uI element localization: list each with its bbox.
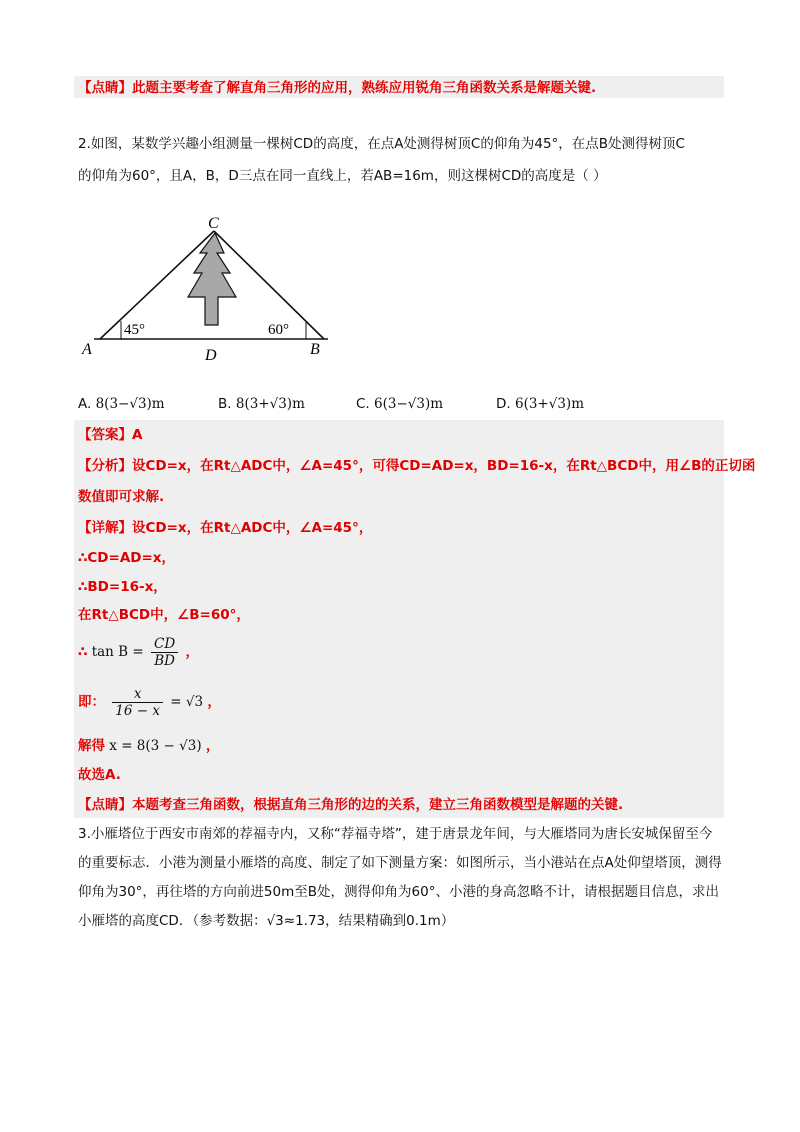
choice-c-expr: 6(3−√3)m <box>374 396 444 412</box>
detail-line-4: 在Rt△BCD中，∠B=60°， <box>78 607 250 623</box>
question-3-text: 3.小雁塔位于西安市南郊的荐福寺内，又称“荐福寺塔”，建于唐景龙年间，与大雁塔同为唐长安城保留至今的重要标志．小港为测量小雁塔的高度、制定了如下测量方案：如图所示，当小港站在点A处仰望塔顶，测得仰角为30°，再往塔的方向前进50m至B处，测得仰角为60°、小港的身高忽略不计，请根据题目信息，求出小雁塔的高度CD．（参考数据：√3≈1.73，结果精确到0.1m） <box>78 826 722 929</box>
solve-prefix: 解得 <box>78 738 105 754</box>
choice-d <box>496 396 584 412</box>
detail-line-6 <box>78 684 221 720</box>
question-2-line-1: 2.如图，某数学兴趣小组测量一棵树CD的高度，在点A处测得树顶C的仰角为45°，在点B处测得树顶C <box>78 136 685 152</box>
namely-prefix: 即： <box>78 694 105 710</box>
fraction-2-denominator: 16 − x <box>115 702 160 719</box>
detail-line-1: 【详解】设CD=x，在Rt△ADC中，∠A=45°， <box>78 520 373 536</box>
choice-b-expr: 8(3+√3)m <box>235 396 305 412</box>
therefore-symbol: ∴ <box>78 644 88 660</box>
analysis-line-2: 数值即可求解. <box>78 489 165 505</box>
fraction-1-numerator: CD <box>151 636 178 653</box>
choice-b-label: B. <box>218 396 232 412</box>
choice-d-expr: 6(3+√3)m <box>514 396 585 412</box>
question-2-line-2: 的仰角为60°，且A，B，D三点在同一直线上，若AB=16m，则这棵树CD的高度是（ ） <box>78 168 607 184</box>
detail-line-7 <box>78 736 219 756</box>
choice-a-expr: 8(3−√3)m <box>95 396 165 412</box>
tree-shape <box>188 233 236 325</box>
detail-line-2: ∴CD=AD=x， <box>78 550 175 566</box>
tree-triangle-figure <box>80 215 340 365</box>
x-over-16-minus-x-fraction <box>112 686 163 719</box>
choice-c <box>356 396 443 412</box>
label-angle-b: 60° <box>268 322 289 338</box>
analysis-line-1: 【分析】设CD=x，在Rt△ADC中，∠A=45°，可得CD=AD=x，BD=16-x，在Rt△BCD中，用∠B的正切函 <box>78 458 756 474</box>
choice-a <box>78 396 165 412</box>
comma-1: ， <box>185 644 199 660</box>
detail-line-3: ∴BD=16-x， <box>78 579 167 595</box>
label-angle-a: 45° <box>124 322 145 338</box>
fraction-1-denominator: BD <box>154 652 175 669</box>
fraction-2-numerator: x <box>112 686 163 703</box>
top-note: 【点睛】此题主要考查了解直角三角形的应用，熟练应用锐角三角函数关系是解题关键. <box>78 80 597 96</box>
choice-d-label: D. <box>496 396 511 412</box>
detail-line-8: 故选A. <box>78 767 121 783</box>
comma-2: ， <box>207 694 221 710</box>
choice-a-label: A. <box>78 396 92 412</box>
choice-c-label: C. <box>356 396 370 412</box>
choice-b <box>218 396 305 412</box>
solution-note: 【点睛】本题考查三角函数，根据直角三角形的边的关系，建立三角函数模型是解题的关键. <box>78 797 624 813</box>
label-a: A <box>82 341 92 358</box>
detail-line-5 <box>78 634 199 670</box>
solution-expr: x = 8(3 − √3) <box>109 738 202 754</box>
comma-3: ， <box>205 738 220 754</box>
answer-line: 【答案】A <box>78 427 143 443</box>
label-c: C <box>208 215 219 232</box>
label-d: D <box>205 347 217 364</box>
equals-sqrt3: = √3 <box>170 694 204 710</box>
label-b: B <box>310 341 320 358</box>
cd-over-bd-fraction <box>151 636 178 669</box>
tan-b-expr: tan B = <box>91 644 144 660</box>
